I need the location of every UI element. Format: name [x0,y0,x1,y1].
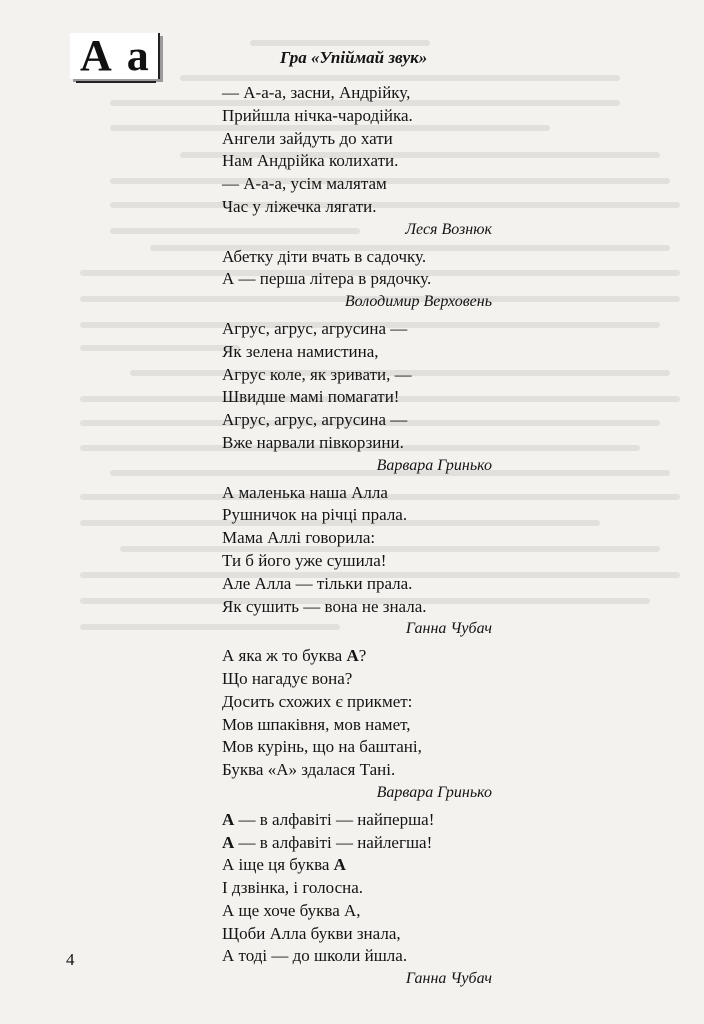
poem-line: Ангели зайдуть до хати [222,128,393,148]
poem-column [222,82,522,995]
poem-line: Що нагадує вона? [222,668,353,688]
poem-line: Буква «А» здалася Тані. [222,760,396,780]
poem-2 [222,246,522,314]
poem-line: А — в алфавіті — найперша! [222,809,435,829]
poem-6 [222,809,522,991]
poem-line: Досить схожих є прикмет: [222,691,413,711]
poem-line: А ще хоче буква А, [222,900,361,920]
poem-line: Вже нарвали півкорзини. [222,432,404,452]
poem-5 [222,645,522,805]
poem-line: А яка ж то буква А? [222,646,367,666]
poem-line: Агрус, агрус, агрусина — [222,410,408,430]
game-title: Гра «Упіймай звук» [280,48,428,67]
letter-badge-underline [76,81,156,83]
poem-line: І дзвінка, і голосна. [222,878,364,898]
poem-line: — А-а-а, усім малятам [222,174,387,194]
poem-line: Час у ліжечка лягати. [222,196,377,216]
poem-author: Ганна Чубач [405,970,492,988]
poem-1 [222,82,522,242]
poem-author: Ганна Чубач [405,620,492,638]
poem-line: Абетку діти вчать в садочку. [222,246,427,266]
poem-line: Агрус, агрус, агрусина — [222,318,408,338]
poem-line: Але Алла — тільки прала. [222,573,413,593]
poem-line: Як сушить — вона не знала. [222,596,427,616]
letter-badge [70,33,160,79]
poem-line: Мов шпаківня, мов намет, [222,714,411,734]
poem-3 [222,318,522,478]
poem-4 [222,482,522,642]
poem-author: Варвара Гринько [376,456,492,474]
poem-line: Нам Андрійка колихати. [222,151,399,171]
poem-line: Прийшла нічка-чародійка. [222,105,413,125]
page-number: 4 [66,950,75,969]
poem-line: А — перша літера в рядочку. [222,269,432,289]
poem-line: Агрус коле, як зривати, — [222,364,412,384]
poem-line: — А-а-а, засни, Андрійку, [222,83,411,102]
poem-line: А тоді — до школи йшла. [222,946,408,966]
poem-author: Леся Вознюк [405,220,492,238]
letter-badge-glyph: А а [80,31,151,80]
poem-author: Володимир Верховень [344,293,492,311]
poem-line: А маленька наша Алла [222,482,388,502]
poem-line: Щоби Алла букви знала, [222,923,401,943]
poem-line: Ти б його уже сушила! [222,550,387,570]
poem-author: Варвара Гринько [376,783,492,801]
poem-line: А — в алфавіті — найлегша! [222,832,433,852]
poem-line: Мов курінь, що на баштані, [222,737,422,757]
poem-line: Швидше мамі помагати! [222,387,400,407]
poem-line: Мама Аллі говорила: [222,528,376,548]
poem-line: Як зелена намистина, [222,341,379,361]
poem-line: Рушничок на річці прала. [222,505,408,525]
poem-line: А іще ця буква А [222,855,346,875]
